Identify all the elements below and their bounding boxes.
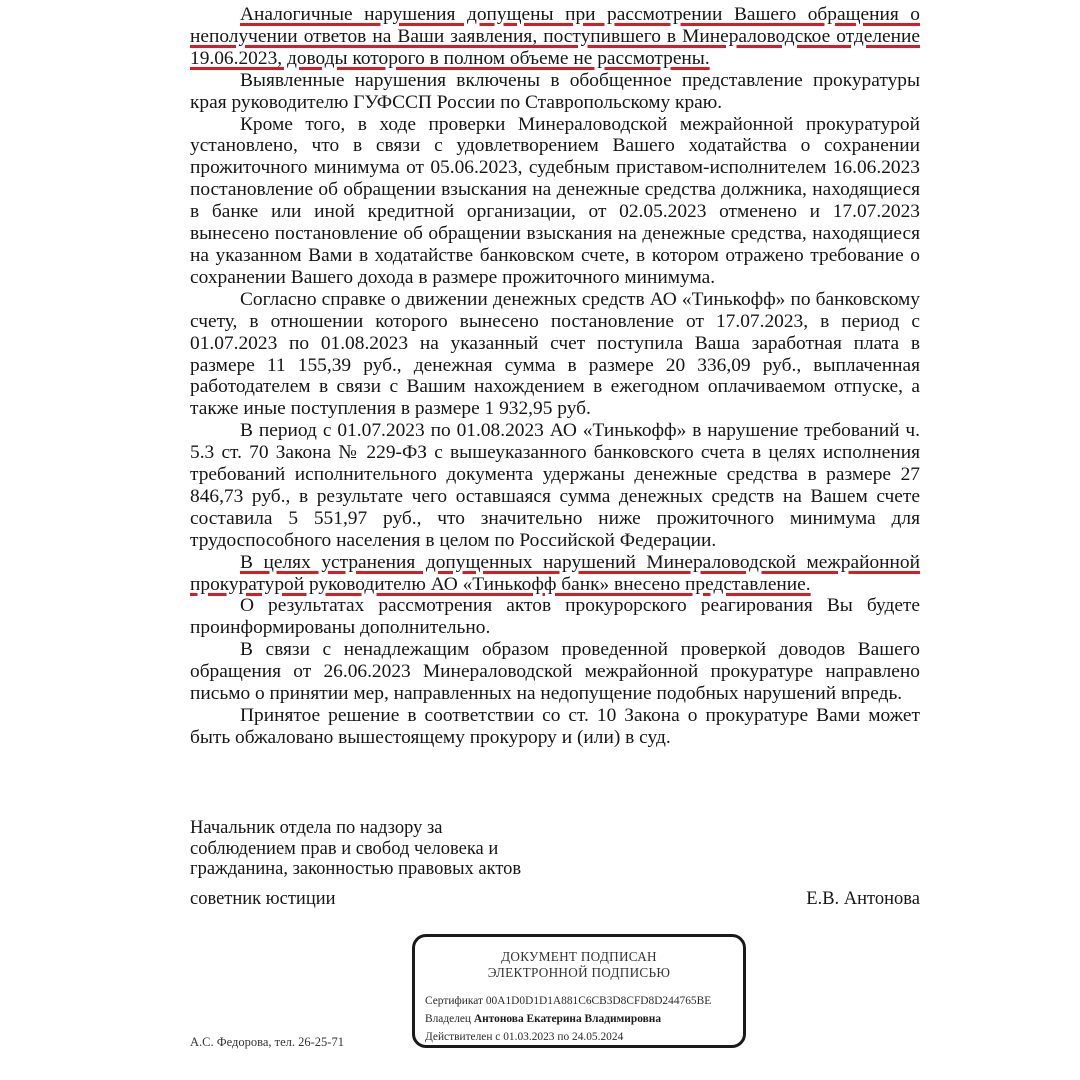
executor-contact: А.С. Федорова, тел. 26-25-71 bbox=[190, 1035, 344, 1049]
body-paragraph bbox=[190, 595, 920, 639]
stamp-certificate-row bbox=[425, 992, 711, 1010]
body-paragraph bbox=[190, 705, 920, 749]
body-paragraph bbox=[190, 289, 920, 420]
body-paragraph bbox=[190, 420, 920, 551]
body-paragraph bbox=[190, 70, 920, 114]
highlighted-text: Аналогичные нарушения допущены при рассмотрении Вашего обращения о неполучении ответов на Ваши заявления, поступившего в Минераловодское отделение 19.06.2023, доводы которого в полном объеме не рассмотрены. bbox=[190, 4, 920, 69]
stamp-valid-to-prefix: по bbox=[557, 1031, 570, 1043]
signature-position-block bbox=[190, 818, 570, 880]
highlighted-text: В целях устранения допущенных нарушений Минераловодской межрайонной прокуратурой руководителю АО «Тинькофф банк» внесено представление. bbox=[190, 551, 920, 595]
signature-rank-line bbox=[190, 889, 920, 910]
signature-position-line: соблюдением прав и свобод человека и bbox=[190, 838, 499, 859]
body-paragraph bbox=[190, 552, 920, 596]
stamp-title-line: ДОКУМЕНТ ПОДПИСАН bbox=[501, 949, 657, 964]
stamp-valid-to: 24.05.2024 bbox=[572, 1031, 624, 1043]
body-paragraph bbox=[190, 114, 920, 289]
stamp-certificate-label: Сертификат bbox=[425, 995, 483, 1007]
signature-position-line: Начальник отдела по надзору за bbox=[190, 818, 443, 838]
stamp-title-line: ЭЛЕКТРОННОЙ ПОДПИСЬЮ bbox=[487, 964, 671, 980]
letter-body bbox=[190, 4, 920, 749]
stamp-valid-label: Действителен bbox=[425, 1031, 493, 1043]
paragraph-text: В связи с ненадлежащим образом проведенной проверкой доводов Вашего обращения от 26.06.2023 Минераловодской межрайонной прокуратуре направлено письмо о принятии мер, направленных на недопущение подобных нарушений впредь. bbox=[190, 639, 920, 705]
signature-rank: советник юстиции bbox=[190, 889, 336, 909]
paragraph-text: В период с 01.07.2023 по 01.08.2023 АО «Тинькофф» в нарушение требований ч. 5.3 ст. 70 Закона № 229-ФЗ с вышеуказанного банковского счета в целях исполнения требований исполнительного документа удержаны денежные средства в размере 27 846,73 руб., в результате чего оставшаяся сумма денежных средств на Вашем счете составила 5 551,97 руб., что значительно ниже прожиточного минимума для трудоспособного населения в целом по Российской Федерации. bbox=[190, 420, 920, 551]
stamp-validity-row bbox=[425, 1028, 711, 1046]
paragraph-text: Согласно справке о движении денежных средств АО «Тинькофф» по банковскому счету, в отношении которого вынесено постановление от 17.07.2023, в период с 01.07.2023 по 01.08.2023 на указанный счет поступила Ваша заработная плата в размере 11 155,39 руб., денежная сумма в размере 20 336,09 руб., выплаченная работодателем в связи с Вашим нахождением в ежегодном оплачиваемом отпуске, а также иные поступления в размере 1 932,95 руб. bbox=[190, 288, 920, 420]
stamp-owner-value: Антонова Екатерина Владимировна bbox=[473, 1013, 662, 1025]
paragraph-text: Выявленные нарушения включены в обобщенное представление прокуратуры края руководителю ГУФССП России по Ставропольскому краю. bbox=[190, 69, 920, 113]
stamp-valid-from-prefix: с bbox=[495, 1031, 501, 1043]
stamp-valid-from: 01.03.2023 bbox=[503, 1031, 555, 1043]
paragraph-text: О результатах рассмотрения актов прокурорского реагирования Вы будете проинформированы дополнительно. bbox=[190, 595, 920, 639]
body-paragraph bbox=[190, 4, 920, 70]
stamp-title bbox=[415, 949, 743, 980]
signature-name: Е.В. Антонова bbox=[806, 889, 920, 909]
stamp-details bbox=[425, 992, 711, 1046]
stamp-owner-label: Владелец bbox=[425, 1013, 472, 1025]
electronic-signature-stamp bbox=[412, 934, 746, 1048]
paragraph-text: Принятое решение в соответствии со ст. 10 Закона о прокуратуре Вами может быть обжаловано вышестоящему прокурору и (или) в суд. bbox=[190, 705, 920, 748]
signature-position-line: гражданина, законностью правовых актов bbox=[190, 859, 522, 879]
paragraph-text: Кроме того, в ходе проверки Минераловодской межрайонной прокуратурой установлено, что в связи с удовлетворением Вашего ходатайства о сохранении прожиточного минимума от 05.06.2023, судебным приставом-исполнителем 16.06.2023 постановление об обращении взыскания на денежные средства должника, находящиеся в банке или иной кредитной организации, от 02.05.2023 отменено и 17.07.2023 вынесено постановление об обращении взыскания на денежные средства, находящиеся на указанном Вами в ходатайстве банковском счете, в котором отражено требование о сохранении Вашего дохода в размере прожиточного минимума. bbox=[190, 113, 920, 288]
stamp-owner-row bbox=[425, 1010, 711, 1028]
stamp-certificate-value: 00A1D0D1D1A881C6CB3D8CFD8D244765BE bbox=[485, 995, 712, 1007]
body-paragraph bbox=[190, 639, 920, 705]
